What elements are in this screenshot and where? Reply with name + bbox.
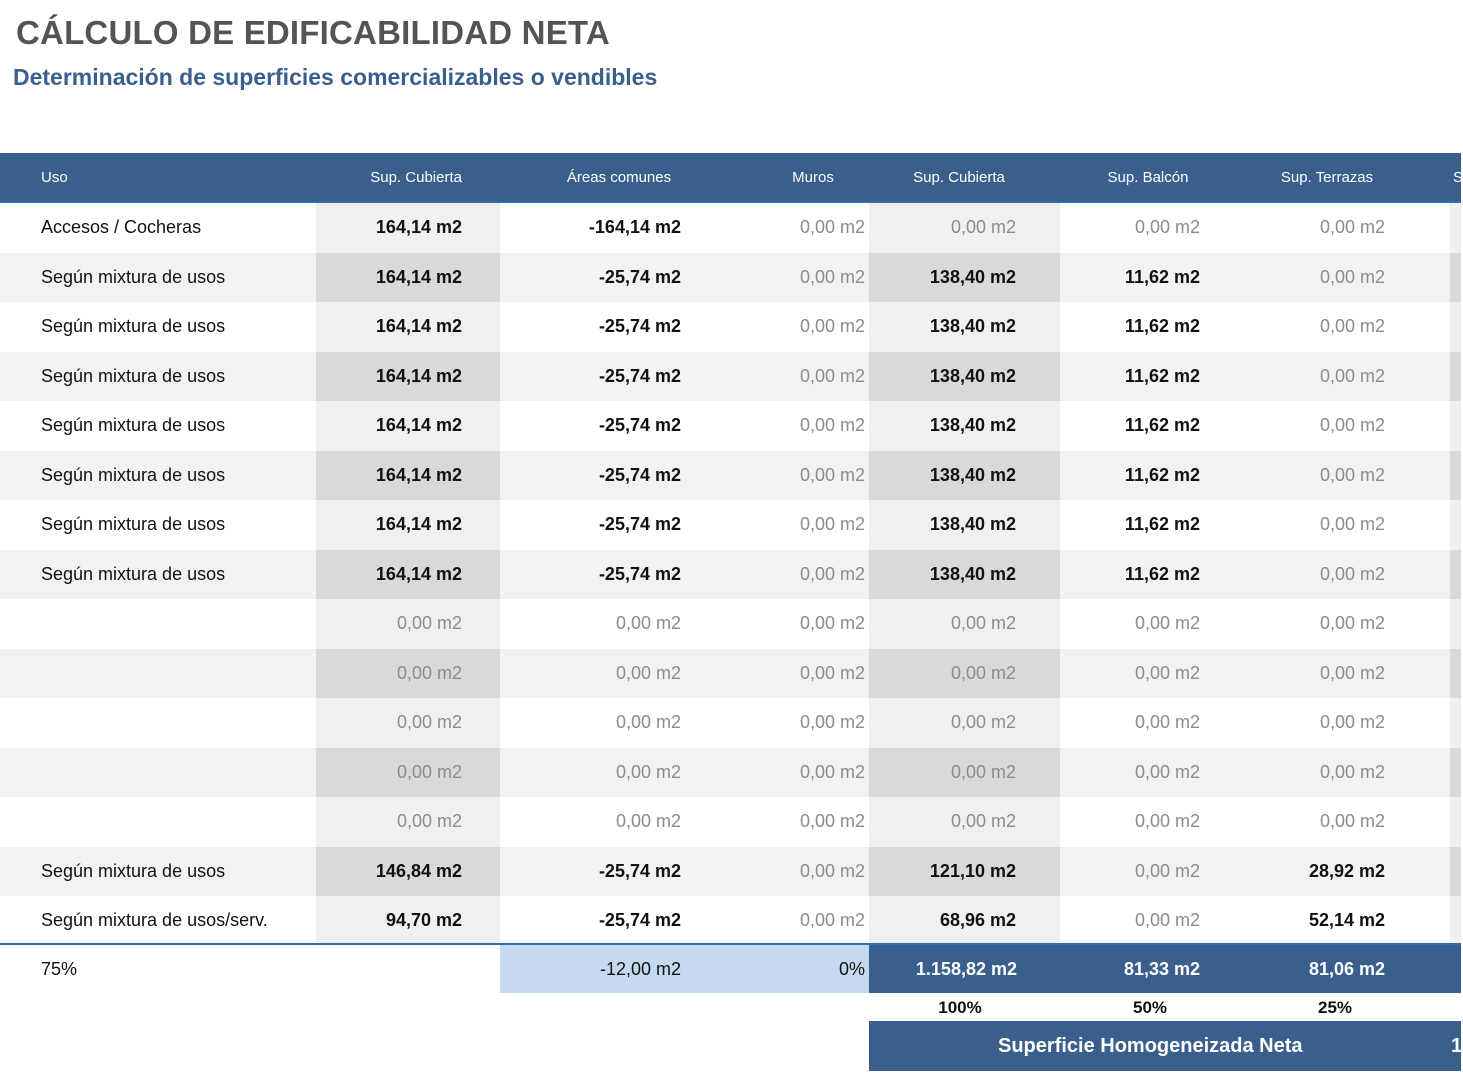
factor-sup-cubierta[interactable]: 100% bbox=[938, 998, 982, 1017]
cell-areas-comunes[interactable]: 0,00 m2 bbox=[615, 712, 681, 733]
cell-sup-cubierta2[interactable]: 0,00 m2 bbox=[869, 797, 1060, 847]
header-sup-balcon[interactable]: Sup. Balcón bbox=[1107, 168, 1189, 186]
cell-sup-balcon[interactable]: 0,00 m2 bbox=[1134, 811, 1200, 832]
header-sup-terrazas[interactable]: Sup. Terrazas bbox=[1280, 168, 1374, 186]
cell-sup-cubierta2[interactable]: 138,40 m2 bbox=[869, 550, 1060, 600]
cell-sup-terrazas[interactable]: 0,00 m2 bbox=[1319, 415, 1385, 436]
cell-sup-cubierta[interactable]: 164,14 m2 bbox=[316, 203, 500, 253]
homogenized-value[interactable]: 1 bbox=[1451, 1034, 1463, 1057]
cell-muros[interactable]: 0,00 m2 bbox=[799, 415, 865, 436]
cell-sup-cubierta2[interactable]: 138,40 m2 bbox=[869, 401, 1060, 451]
cell-sup-balcon[interactable]: 11,62 m2 bbox=[1124, 563, 1200, 584]
cell-uso[interactable] bbox=[41, 797, 311, 847]
cell-muros[interactable]: 0,00 m2 bbox=[799, 910, 865, 931]
header-uso[interactable]: Uso bbox=[41, 168, 68, 186]
cell-muros[interactable]: 0,00 m2 bbox=[799, 860, 865, 881]
table-row bbox=[0, 203, 1461, 253]
cell-uso[interactable] bbox=[41, 599, 311, 649]
cell-areas-comunes[interactable]: -25,74 m2 bbox=[598, 464, 681, 485]
cell-areas-comunes[interactable]: -25,74 m2 bbox=[598, 860, 681, 881]
cell-sup-cubierta2[interactable]: 138,40 m2 bbox=[869, 451, 1060, 501]
cell-sup-terrazas[interactable]: 28,92 m2 bbox=[1308, 860, 1385, 881]
cell-sup-cubierta[interactable]: 0,00 m2 bbox=[316, 599, 500, 649]
table-row bbox=[0, 599, 1461, 649]
header-sup-cubierta[interactable]: Sup. Cubierta bbox=[370, 168, 462, 186]
cell-sup-cubierta2[interactable]: 0,00 m2 bbox=[869, 698, 1060, 748]
table-row bbox=[0, 896, 1461, 946]
cell-muros[interactable]: 0,00 m2 bbox=[799, 662, 865, 683]
cell-uso[interactable]: Según mixtura de usos bbox=[41, 316, 226, 337]
cell-sup-terrazas[interactable]: 0,00 m2 bbox=[1319, 563, 1385, 584]
cell-muros[interactable]: 0,00 m2 bbox=[799, 217, 865, 238]
cell-uso[interactable]: Según mixtura de usos bbox=[41, 464, 226, 485]
table-row bbox=[0, 797, 1461, 847]
cell-sup-terrazas[interactable]: 52,14 m2 bbox=[1308, 910, 1385, 931]
table-row bbox=[0, 401, 1461, 451]
cell-areas-comunes[interactable]: 0,00 m2 bbox=[615, 761, 681, 782]
cell-sup-terrazas[interactable]: 0,00 m2 bbox=[1319, 316, 1385, 337]
cell-sup-terrazas[interactable]: 0,00 m2 bbox=[1319, 266, 1385, 287]
cell-sup-cubierta2[interactable]: 0,00 m2 bbox=[869, 748, 1060, 798]
cell-cut-off bbox=[1450, 649, 1461, 699]
cell-uso[interactable] bbox=[41, 748, 311, 798]
cell-sup-cubierta[interactable]: 164,14 m2 bbox=[316, 352, 500, 402]
cell-cut-off bbox=[1450, 451, 1461, 501]
cell-sup-cubierta[interactable]: 164,14 m2 bbox=[316, 401, 500, 451]
cell-uso[interactable]: Según mixtura de usos bbox=[41, 563, 226, 584]
cell-cut-off bbox=[1450, 698, 1461, 748]
page-subtitle: Determinación de superficies comercializables o vendibles bbox=[13, 64, 658, 90]
homogenized-bar bbox=[869, 1021, 1461, 1071]
cell-sup-terrazas[interactable]: 0,00 m2 bbox=[1319, 761, 1385, 782]
cell-areas-comunes[interactable]: -25,74 m2 bbox=[598, 365, 681, 386]
cell-muros[interactable]: 0,00 m2 bbox=[799, 811, 865, 832]
totals-sup-balcon[interactable]: 81,33 m2 bbox=[1123, 958, 1200, 979]
cell-cut-off bbox=[1450, 302, 1461, 352]
cell-sup-balcon[interactable]: 0,00 m2 bbox=[1134, 217, 1200, 238]
totals-sup-cubierta[interactable]: 1.158,82 m2 bbox=[915, 958, 1017, 979]
cell-sup-cubierta[interactable]: 0,00 m2 bbox=[316, 698, 500, 748]
cell-sup-terrazas[interactable]: 0,00 m2 bbox=[1319, 464, 1385, 485]
cell-sup-balcon[interactable]: 11,62 m2 bbox=[1124, 415, 1200, 436]
cell-sup-cubierta2[interactable]: 0,00 m2 bbox=[869, 649, 1060, 699]
cell-cut-off bbox=[1450, 352, 1461, 402]
header-cut-off[interactable]: S bbox=[1453, 168, 1463, 186]
header-areas-comunes[interactable]: Áreas comunes bbox=[566, 168, 672, 186]
table-row bbox=[0, 550, 1461, 600]
totals-uso[interactable]: 75% bbox=[41, 958, 78, 979]
cell-cut-off bbox=[1450, 748, 1461, 798]
totals-areas-comunes[interactable]: -12,00 m2 bbox=[500, 945, 869, 993]
cell-areas-comunes[interactable]: -25,74 m2 bbox=[598, 415, 681, 436]
totals-sup-terrazas[interactable]: 81,06 m2 bbox=[1308, 958, 1385, 979]
cell-sup-terrazas[interactable]: 0,00 m2 bbox=[1319, 365, 1385, 386]
cell-sup-cubierta[interactable]: 146,84 m2 bbox=[316, 847, 500, 897]
cell-uso[interactable]: Según mixtura de usos bbox=[41, 415, 226, 436]
table-row bbox=[0, 698, 1461, 748]
table-header bbox=[0, 153, 1461, 203]
cell-sup-terrazas[interactable]: 0,00 m2 bbox=[1319, 712, 1385, 733]
cell-sup-cubierta[interactable]: 164,14 m2 bbox=[316, 451, 500, 501]
cell-sup-balcon[interactable]: 11,62 m2 bbox=[1124, 316, 1200, 337]
cell-uso[interactable]: Según mixtura de usos/serv. bbox=[41, 910, 268, 931]
cell-sup-cubierta[interactable]: 164,14 m2 bbox=[316, 550, 500, 600]
cell-muros[interactable]: 0,00 m2 bbox=[799, 761, 865, 782]
cell-muros[interactable]: 0,00 m2 bbox=[799, 365, 865, 386]
cell-cut-off bbox=[1450, 253, 1461, 303]
cell-uso[interactable] bbox=[41, 698, 311, 748]
cell-areas-comunes[interactable]: -164,14 m2 bbox=[588, 217, 681, 238]
table-row bbox=[0, 352, 1461, 402]
cell-muros[interactable]: 0,00 m2 bbox=[799, 316, 865, 337]
cell-sup-cubierta2[interactable]: 138,40 m2 bbox=[869, 500, 1060, 550]
cell-areas-comunes[interactable]: -25,74 m2 bbox=[598, 514, 681, 535]
cell-uso[interactable]: Según mixtura de usos bbox=[41, 514, 226, 535]
table-row bbox=[0, 302, 1461, 352]
cell-sup-cubierta2[interactable]: 68,96 m2 bbox=[869, 896, 1060, 946]
cell-areas-comunes[interactable]: 0,00 m2 bbox=[615, 811, 681, 832]
cell-sup-cubierta[interactable]: 164,14 m2 bbox=[316, 253, 500, 303]
cell-muros[interactable]: 0,00 m2 bbox=[799, 563, 865, 584]
factor-sup-balcon[interactable]: 50% bbox=[1132, 998, 1168, 1017]
cell-sup-cubierta2[interactable]: 138,40 m2 bbox=[869, 253, 1060, 303]
cell-cut-off bbox=[1450, 550, 1461, 600]
cell-sup-terrazas[interactable]: 0,00 m2 bbox=[1319, 514, 1385, 535]
homogenized-label: Superficie Homogeneizada Neta bbox=[998, 1034, 1303, 1057]
cell-sup-cubierta[interactable]: 94,70 m2 bbox=[316, 896, 500, 946]
cell-cut-off bbox=[1450, 847, 1461, 897]
cell-sup-cubierta2[interactable]: 138,40 m2 bbox=[869, 352, 1060, 402]
cell-sup-terrazas[interactable]: 0,00 m2 bbox=[1319, 811, 1385, 832]
cell-sup-balcon[interactable]: 0,00 m2 bbox=[1134, 712, 1200, 733]
factor-sup-terrazas[interactable]: 25% bbox=[1317, 998, 1353, 1017]
table-row bbox=[0, 649, 1461, 699]
table-row bbox=[0, 451, 1461, 501]
cell-areas-comunes[interactable]: -25,74 m2 bbox=[598, 316, 681, 337]
header-muros[interactable]: Muros bbox=[792, 168, 834, 186]
cell-muros[interactable]: 0,00 m2 bbox=[799, 514, 865, 535]
table-row bbox=[0, 847, 1461, 897]
spreadsheet bbox=[0, 153, 1461, 1080]
cell-cut-off bbox=[1450, 896, 1461, 946]
cell-sup-balcon[interactable]: 0,00 m2 bbox=[1134, 910, 1200, 931]
cell-sup-cubierta[interactable]: 0,00 m2 bbox=[316, 748, 500, 798]
cell-muros[interactable]: 0,00 m2 bbox=[799, 266, 865, 287]
table-row bbox=[0, 253, 1461, 303]
cell-sup-cubierta[interactable]: 164,14 m2 bbox=[316, 500, 500, 550]
cell-sup-balcon[interactable]: 0,00 m2 bbox=[1134, 662, 1200, 683]
cell-areas-comunes[interactable]: -25,74 m2 bbox=[598, 563, 681, 584]
cell-sup-terrazas[interactable]: 0,00 m2 bbox=[1319, 662, 1385, 683]
cell-uso[interactable]: Según mixtura de usos bbox=[41, 365, 226, 386]
cell-cut-off bbox=[1450, 401, 1461, 451]
cell-cut-off bbox=[1450, 797, 1461, 847]
cell-areas-comunes[interactable]: -25,74 m2 bbox=[598, 910, 681, 931]
cell-uso[interactable]: Accesos / Cocheras bbox=[41, 217, 202, 238]
cell-muros[interactable]: 0,00 m2 bbox=[799, 464, 865, 485]
cell-uso[interactable]: Según mixtura de usos bbox=[41, 860, 226, 881]
cell-cut-off bbox=[1450, 599, 1461, 649]
cell-sup-cubierta[interactable]: 164,14 m2 bbox=[316, 302, 500, 352]
cell-sup-cubierta2[interactable]: 0,00 m2 bbox=[869, 599, 1060, 649]
table-row bbox=[0, 500, 1461, 550]
cell-muros[interactable]: 0,00 m2 bbox=[799, 613, 865, 634]
cell-sup-cubierta2[interactable]: 121,10 m2 bbox=[869, 847, 1060, 897]
cell-sup-balcon[interactable]: 11,62 m2 bbox=[1124, 514, 1200, 535]
cell-cut-off bbox=[1450, 500, 1461, 550]
cell-areas-comunes[interactable]: -25,74 m2 bbox=[598, 266, 681, 287]
cell-sup-cubierta[interactable]: 0,00 m2 bbox=[316, 649, 500, 699]
cell-sup-terrazas[interactable]: 0,00 m2 bbox=[1319, 613, 1385, 634]
cell-areas-comunes[interactable]: 0,00 m2 bbox=[615, 613, 681, 634]
totals-muros[interactable]: 0% bbox=[838, 958, 865, 979]
cell-areas-comunes[interactable]: 0,00 m2 bbox=[615, 662, 681, 683]
cell-cut-off bbox=[1450, 203, 1461, 253]
cell-sup-balcon[interactable]: 11,62 m2 bbox=[1124, 266, 1200, 287]
cell-sup-balcon[interactable]: 0,00 m2 bbox=[1134, 860, 1200, 881]
header-sup-cubierta-neta[interactable]: Sup. Cubierta bbox=[913, 168, 1005, 186]
page-title: CÁLCULO DE EDIFICABILIDAD NETA bbox=[16, 14, 610, 51]
cell-sup-balcon[interactable]: 0,00 m2 bbox=[1134, 613, 1200, 634]
cell-muros[interactable]: 0,00 m2 bbox=[799, 712, 865, 733]
cell-sup-cubierta2[interactable]: 0,00 m2 bbox=[869, 203, 1060, 253]
cell-sup-cubierta2[interactable]: 138,40 m2 bbox=[869, 302, 1060, 352]
cell-sup-balcon[interactable]: 11,62 m2 bbox=[1124, 464, 1200, 485]
cell-sup-terrazas[interactable]: 0,00 m2 bbox=[1319, 217, 1385, 238]
cell-sup-balcon[interactable]: 11,62 m2 bbox=[1124, 365, 1200, 386]
cell-uso[interactable] bbox=[41, 649, 311, 699]
cell-sup-cubierta[interactable]: 0,00 m2 bbox=[316, 797, 500, 847]
totals-row bbox=[0, 943, 1461, 993]
cell-uso[interactable]: Según mixtura de usos bbox=[41, 266, 226, 287]
cell-sup-balcon[interactable]: 0,00 m2 bbox=[1134, 761, 1200, 782]
table-row bbox=[0, 748, 1461, 798]
